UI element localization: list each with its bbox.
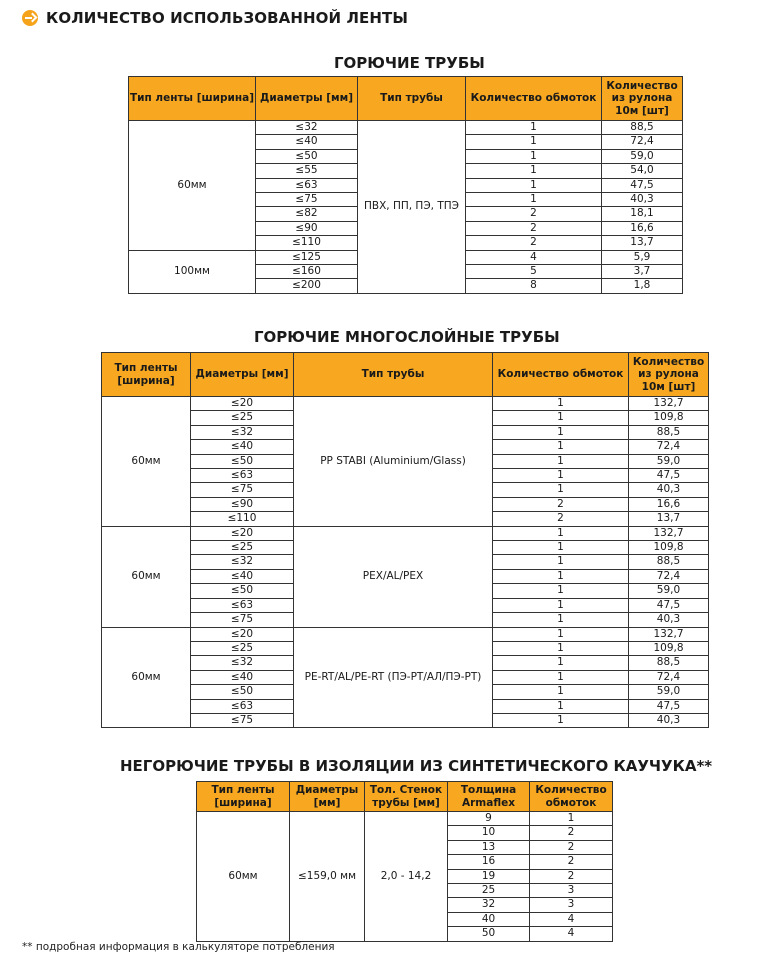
diameter-cell: ≤32	[191, 555, 294, 569]
quantity-cell: 40,3	[629, 613, 709, 627]
section1-title: ГОРЮЧИЕ ТРУБЫ	[334, 54, 485, 72]
diameter-cell: ≤50	[191, 454, 294, 468]
quantity-cell: 72,4	[629, 440, 709, 454]
wraps-cell: 4	[530, 927, 613, 941]
diameter-cell: ≤32	[191, 425, 294, 439]
wraps-cell: 4	[466, 250, 602, 264]
header-armaflex-thickness: Толщина Armaflex	[448, 782, 530, 812]
quantity-cell: 18,1	[602, 207, 683, 221]
wraps-cell: 5	[466, 265, 602, 279]
quantity-cell: 47,5	[629, 469, 709, 483]
diameter-cell: ≤55	[256, 164, 358, 178]
quantity-cell: 59,0	[629, 584, 709, 598]
quantity-cell: 109,8	[629, 541, 709, 555]
header-tape-type: Тип ленты [ширина]	[129, 77, 256, 121]
header-wall-thickness: Тол. Стенок трубы [мм]	[365, 782, 448, 812]
armaflex-thickness-cell: 19	[448, 869, 530, 883]
pipe-type-cell: PEX/AL/PEX	[294, 526, 493, 627]
quantity-cell: 1,8	[602, 279, 683, 293]
diameter-cell: ≤63	[256, 178, 358, 192]
wraps-cell: 2	[466, 207, 602, 221]
quantity-cell: 13,7	[602, 236, 683, 250]
diameter-cell: ≤20	[191, 627, 294, 641]
flammable-pipes-table	[128, 76, 683, 294]
quantity-cell: 109,8	[629, 641, 709, 655]
quantity-cell: 59,0	[629, 685, 709, 699]
multilayer-pipes-table	[101, 352, 709, 728]
wraps-cell: 1	[493, 699, 629, 713]
diameter-cell: ≤159,0 мм	[290, 812, 365, 942]
nonflammable-insulated-pipes-table	[196, 781, 613, 942]
diameter-cell: ≤75	[191, 713, 294, 727]
armaflex-thickness-cell: 50	[448, 927, 530, 941]
wraps-cell: 2	[530, 869, 613, 883]
diameter-cell: ≤75	[191, 483, 294, 497]
pipe-type-cell: ПВХ, ПП, ПЭ, ТПЭ	[358, 121, 466, 294]
quantity-cell: 132,7	[629, 526, 709, 540]
wraps-cell: 1	[466, 193, 602, 207]
quantity-cell: 5,9	[602, 250, 683, 264]
wraps-cell: 1	[493, 555, 629, 569]
wraps-cell: 1	[466, 149, 602, 163]
diameter-cell: ≤25	[191, 411, 294, 425]
header-wraps: Количество обмоток	[530, 782, 613, 812]
table-row	[129, 121, 683, 135]
section2-title: ГОРЮЧИЕ МНОГОСЛОЙНЫЕ ТРУБЫ	[254, 328, 560, 346]
wraps-cell: 1	[466, 135, 602, 149]
diameter-cell: ≤200	[256, 279, 358, 293]
table-row	[197, 812, 613, 826]
pipe-type-cell: PE-RT/AL/PE-RT (ПЭ-РТ/АЛ/ПЭ-РТ)	[294, 627, 493, 728]
wraps-cell: 4	[530, 912, 613, 926]
diameter-cell: ≤110	[191, 512, 294, 526]
diameter-cell: ≤32	[256, 121, 358, 135]
wraps-cell: 1	[493, 469, 629, 483]
quantity-cell: 16,6	[602, 221, 683, 235]
header-wraps: Количество обмоток	[466, 77, 602, 121]
footnote: ** подробная информация в калькуляторе потребления	[22, 941, 335, 953]
diameter-cell: ≤25	[191, 641, 294, 655]
armaflex-thickness-cell: 10	[448, 826, 530, 840]
quantity-cell: 59,0	[629, 454, 709, 468]
armaflex-thickness-cell: 25	[448, 884, 530, 898]
quantity-cell: 54,0	[602, 164, 683, 178]
diameter-cell: ≤20	[191, 397, 294, 411]
diameter-cell: ≤40	[256, 135, 358, 149]
wraps-cell: 1	[466, 121, 602, 135]
diameter-cell: ≤63	[191, 699, 294, 713]
table-row	[102, 627, 709, 641]
page-title: КОЛИЧЕСТВО ИСПОЛЬЗОВАННОЙ ЛЕНТЫ	[46, 9, 409, 27]
diameter-cell: ≤50	[191, 685, 294, 699]
header-diameters: Диаметры [мм]	[256, 77, 358, 121]
wraps-cell: 1	[493, 641, 629, 655]
header-wraps: Количество обмоток	[493, 353, 629, 397]
tape-width-cell: 60мм	[129, 121, 256, 251]
armaflex-thickness-cell: 13	[448, 840, 530, 854]
quantity-cell: 59,0	[602, 149, 683, 163]
wraps-cell: 1	[493, 685, 629, 699]
quantity-cell: 88,5	[629, 425, 709, 439]
wraps-cell: 1	[493, 598, 629, 612]
quantity-cell: 40,3	[602, 193, 683, 207]
diameter-cell: ≤63	[191, 598, 294, 612]
diameter-cell: ≤63	[191, 469, 294, 483]
quantity-cell: 72,4	[629, 670, 709, 684]
diameter-cell: ≤40	[191, 440, 294, 454]
quantity-cell: 132,7	[629, 397, 709, 411]
arrow-right-icon	[22, 10, 38, 26]
header-pipe-type: Тип трубы	[294, 353, 493, 397]
header-quantity: Количество из рулона 10м [шт]	[629, 353, 709, 397]
quantity-cell: 13,7	[629, 512, 709, 526]
quantity-cell: 47,5	[629, 598, 709, 612]
diameter-cell: ≤32	[191, 656, 294, 670]
quantity-cell: 40,3	[629, 483, 709, 497]
wraps-cell: 1	[493, 670, 629, 684]
wraps-cell: 2	[530, 855, 613, 869]
wraps-cell: 1	[493, 440, 629, 454]
quantity-cell: 3,7	[602, 265, 683, 279]
diameter-cell: ≤125	[256, 250, 358, 264]
quantity-cell: 16,6	[629, 497, 709, 511]
diameter-cell: ≤25	[191, 541, 294, 555]
quantity-cell: 47,5	[629, 699, 709, 713]
wraps-cell: 8	[466, 279, 602, 293]
wraps-cell: 1	[466, 178, 602, 192]
tape-width-cell: 100мм	[129, 250, 256, 293]
pipe-type-cell: PP STABI (Aluminium/Glass)	[294, 397, 493, 527]
wraps-cell: 1	[493, 541, 629, 555]
wraps-cell: 2	[493, 497, 629, 511]
armaflex-thickness-cell: 32	[448, 898, 530, 912]
armaflex-thickness-cell: 9	[448, 812, 530, 826]
diameter-cell: ≤20	[191, 526, 294, 540]
wall-thickness-cell: 2,0 - 14,2	[365, 812, 448, 942]
quantity-cell: 88,5	[629, 656, 709, 670]
diameter-cell: ≤75	[256, 193, 358, 207]
wraps-cell: 2	[466, 221, 602, 235]
wraps-cell: 2	[493, 512, 629, 526]
table-row	[102, 526, 709, 540]
diameter-cell: ≤90	[256, 221, 358, 235]
wraps-cell: 1	[493, 584, 629, 598]
wraps-cell: 1	[530, 812, 613, 826]
quantity-cell: 40,3	[629, 713, 709, 727]
wraps-cell: 3	[530, 884, 613, 898]
wraps-cell: 1	[493, 613, 629, 627]
wraps-cell: 2	[530, 840, 613, 854]
wraps-cell: 1	[493, 627, 629, 641]
tape-width-cell: 60мм	[102, 397, 191, 527]
armaflex-thickness-cell: 40	[448, 912, 530, 926]
quantity-cell: 72,4	[602, 135, 683, 149]
tape-width-cell: 60мм	[102, 526, 191, 627]
header-quantity: Количество из рулона 10м [шт]	[602, 77, 683, 121]
wraps-cell: 1	[493, 569, 629, 583]
quantity-cell: 88,5	[602, 121, 683, 135]
quantity-cell: 72,4	[629, 569, 709, 583]
diameter-cell: ≤75	[191, 613, 294, 627]
wraps-cell: 1	[493, 397, 629, 411]
wraps-cell: 1	[493, 713, 629, 727]
header-diameters: Диаметры [мм]	[290, 782, 365, 812]
wraps-cell: 3	[530, 898, 613, 912]
diameter-cell: ≤50	[191, 584, 294, 598]
quantity-cell: 88,5	[629, 555, 709, 569]
table-row	[102, 397, 709, 411]
tape-width-cell: 60мм	[197, 812, 290, 942]
diameter-cell: ≤82	[256, 207, 358, 221]
quantity-cell: 47,5	[602, 178, 683, 192]
diameter-cell: ≤50	[256, 149, 358, 163]
wraps-cell: 1	[493, 526, 629, 540]
wraps-cell: 1	[493, 483, 629, 497]
wraps-cell: 1	[493, 425, 629, 439]
diameter-cell: ≤40	[191, 569, 294, 583]
diameter-cell: ≤110	[256, 236, 358, 250]
wraps-cell: 1	[493, 656, 629, 670]
diameter-cell: ≤40	[191, 670, 294, 684]
header-tape-type: Тип ленты [ширина]	[197, 782, 290, 812]
wraps-cell: 1	[493, 411, 629, 425]
diameter-cell: ≤160	[256, 265, 358, 279]
diameter-cell: ≤90	[191, 497, 294, 511]
header-pipe-type: Тип трубы	[358, 77, 466, 121]
quantity-cell: 132,7	[629, 627, 709, 641]
section-header	[22, 8, 408, 28]
wraps-cell: 2	[530, 826, 613, 840]
tape-width-cell: 60мм	[102, 627, 191, 728]
header-diameters: Диаметры [мм]	[191, 353, 294, 397]
header-tape-type: Тип ленты [ширина]	[102, 353, 191, 397]
wraps-cell: 1	[466, 164, 602, 178]
wraps-cell: 2	[466, 236, 602, 250]
quantity-cell: 109,8	[629, 411, 709, 425]
wraps-cell: 1	[493, 454, 629, 468]
armaflex-thickness-cell: 16	[448, 855, 530, 869]
section3-title: НЕГОРЮЧИЕ ТРУБЫ В ИЗОЛЯЦИИ ИЗ СИНТЕТИЧЕСКОГО КАУЧУКА**	[120, 757, 713, 775]
